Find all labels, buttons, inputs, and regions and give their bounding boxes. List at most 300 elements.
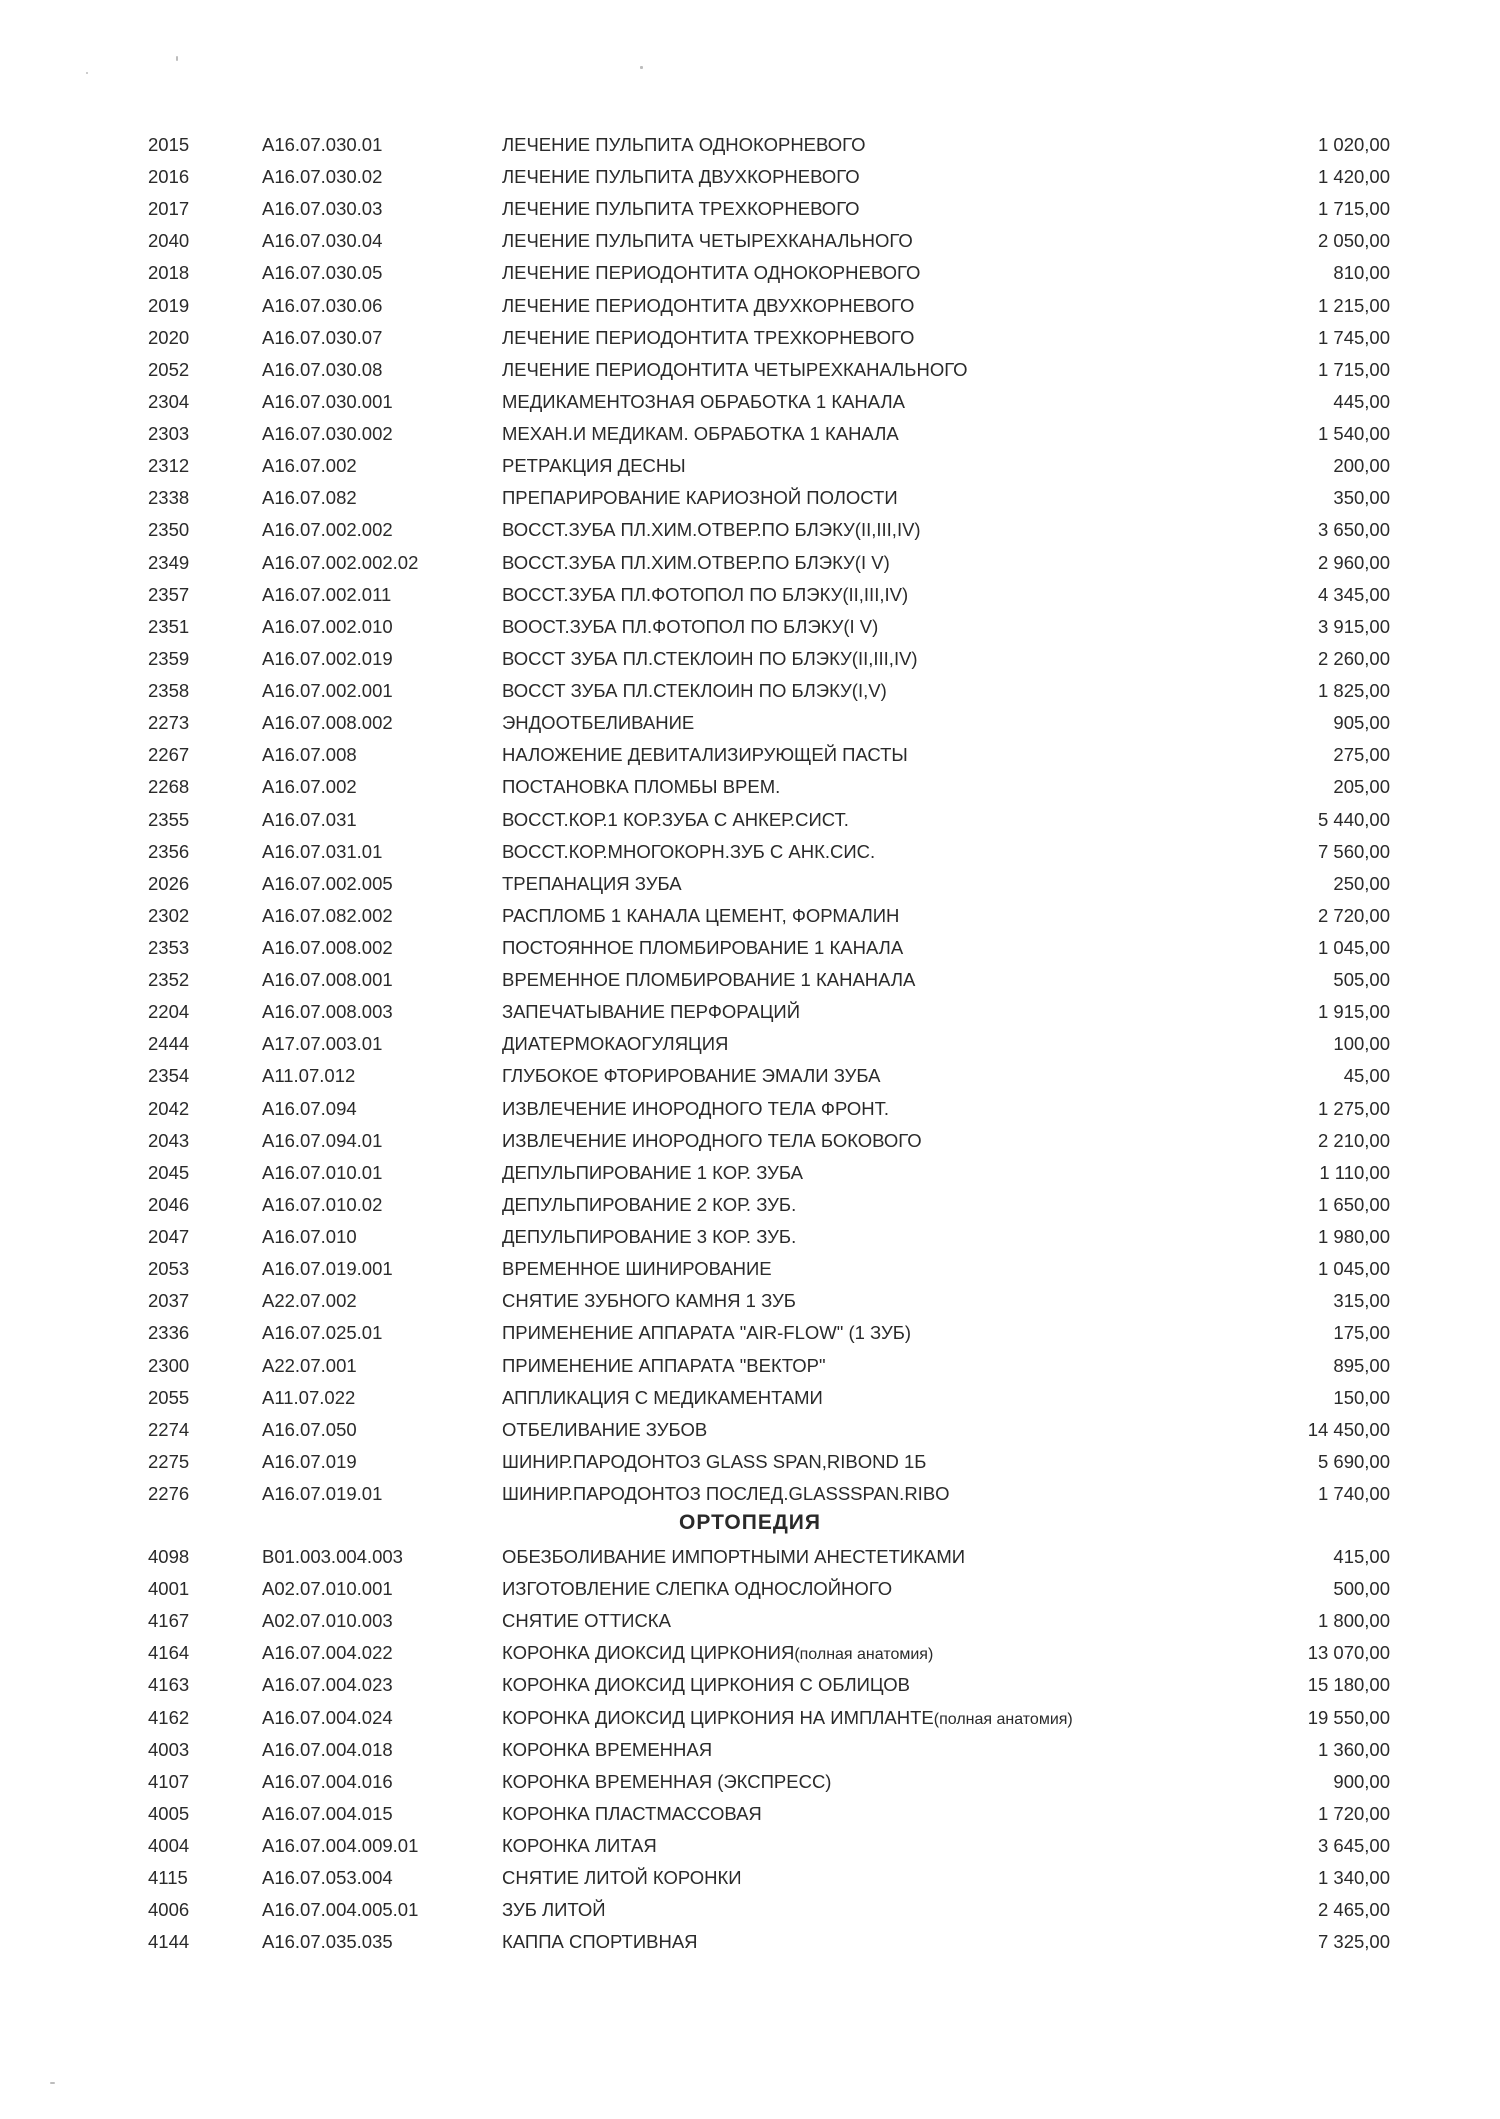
service-price: 2 050,00 — [1317, 230, 1390, 252]
service-id: 2055 — [148, 1386, 190, 1408]
service-name-text: ВОССТ.КОР.МНОГОКОРН.ЗУБ С АНК.СИС. — [502, 840, 876, 862]
service-price: 1 915,00 — [1317, 1001, 1390, 1023]
service-name-text: ВОССТ.ЗУБА ПЛ.ХИМ.ОТВЕР.ПО БЛЭКУ(II,III,IV) — [502, 519, 921, 541]
price-row — [0, 484, 1500, 512]
service-price: 500,00 — [1333, 1578, 1390, 1600]
service-price: 250,00 — [1333, 872, 1390, 894]
service-code: A16.07.035.035 — [262, 1931, 393, 1953]
service-name — [502, 356, 968, 384]
service-name-text: ЛЕЧЕНИЕ ПЕРИОДОНТИТА ЧЕТЫРЕХКАНАЛЬНОГО — [502, 358, 968, 380]
service-id: 2053 — [148, 1258, 190, 1280]
service-name — [502, 1768, 831, 1796]
service-code: A16.07.002.002 — [262, 519, 393, 541]
price-row — [0, 1864, 1500, 1892]
service-name — [502, 1384, 823, 1412]
service-name — [502, 806, 849, 834]
service-name — [502, 1062, 881, 1090]
service-id: 2042 — [148, 1097, 190, 1119]
service-code: A16.07.030.01 — [262, 134, 383, 155]
service-name-text: ПРИМЕНЕНИЕ АППАРАТА "ВЕКТОР" — [502, 1354, 826, 1376]
service-name-text: СНЯТИЕ ЛИТОЙ КОРОНКИ — [502, 1867, 742, 1888]
service-id: 2353 — [148, 937, 190, 958]
price-row — [0, 1255, 1500, 1283]
service-price: 1 745,00 — [1317, 326, 1390, 348]
service-name-text: КОРОНКА ВРЕМЕННАЯ — [502, 1738, 713, 1760]
service-code: A16.07.002.010 — [262, 615, 393, 637]
price-row — [0, 1127, 1500, 1155]
service-name-text: ВОССТ.КОР.1 КОР.ЗУБА С АНКЕР.СИСТ. — [502, 808, 849, 830]
service-price: 895,00 — [1333, 1354, 1390, 1376]
service-name — [502, 1255, 772, 1283]
price-row — [0, 259, 1500, 287]
service-name-text: ИЗВЛЕЧЕНИЕ ИНОРОДНОГО ТЕЛА БОКОВОГО — [502, 1129, 922, 1151]
price-row — [0, 645, 1500, 673]
service-name-text: КАППА СПОРТИВНАЯ — [502, 1931, 698, 1953]
service-code: A16.07.008.003 — [262, 1001, 393, 1023]
service-code: A16.07.008.001 — [262, 969, 393, 991]
service-price: 2 260,00 — [1317, 647, 1390, 669]
service-id: 2017 — [148, 198, 190, 220]
service-name — [502, 292, 914, 320]
service-code: A11.07.022 — [262, 1386, 356, 1408]
service-code: A16.07.030.08 — [262, 358, 383, 380]
service-code: A16.07.050 — [262, 1418, 357, 1440]
service-code: A16.07.002 — [262, 776, 357, 798]
service-price: 2 960,00 — [1317, 551, 1390, 573]
service-name-text: ДЕПУЛЬПИРОВАНИЕ 3 КОР. ЗУБ. — [502, 1226, 797, 1248]
service-name-text: ПОСТОЯННОЕ ПЛОМБИРОВАНИЕ 1 КАНАЛА — [502, 937, 904, 958]
service-name-text: КОРОНКА ВРЕМЕННАЯ (ЭКСПРЕСС) — [502, 1770, 832, 1792]
price-row — [0, 549, 1500, 577]
price-row — [0, 516, 1500, 544]
service-code: A16.07.082.002 — [262, 904, 393, 926]
service-code: A16.07.094.01 — [262, 1129, 383, 1151]
service-name-text: ПРЕПАРИРОВАНИЕ КАРИОЗНОЙ ПОЛОСТИ — [502, 487, 898, 509]
service-id: 2273 — [148, 712, 190, 734]
service-code: A16.07.030.04 — [262, 230, 383, 252]
price-row — [0, 1384, 1500, 1412]
service-code: A16.07.004.018 — [262, 1738, 393, 1760]
service-price: 1 715,00 — [1317, 198, 1390, 220]
service-id: 2040 — [148, 230, 190, 252]
service-price: 1 340,00 — [1317, 1867, 1390, 1888]
service-name-text: КОРОНКА ДИОКСИД ЦИРКОНИЯ С ОБЛИЦОВ — [502, 1674, 910, 1696]
price-row — [0, 1191, 1500, 1219]
service-name-text: ГЛУБОКОЕ ФТОРИРОВАНИЕ ЭМАЛИ ЗУБА — [502, 1065, 881, 1087]
service-name-text: ШИНИР.ПАРОДОНТОЗ ПОСЛЕД.GLASSSPAN.RIBO — [502, 1483, 950, 1505]
scan-speck — [640, 66, 643, 69]
price-row — [0, 1832, 1500, 1860]
service-id: 2020 — [148, 326, 190, 348]
price-row — [0, 998, 1500, 1026]
service-name-text: ВОССТ.ЗУБА ПЛ.ХИМ.ОТВЕР.ПО БЛЭКУ(I V) — [502, 551, 890, 573]
service-code: A16.07.030.07 — [262, 326, 383, 348]
service-code: A16.07.002.001 — [262, 680, 393, 702]
service-id: 4005 — [148, 1802, 190, 1824]
service-name-text: ЛЕЧЕНИЕ ПУЛЬПИТА ДВУХКОРНЕВОГО — [502, 166, 860, 188]
service-id: 4144 — [148, 1931, 190, 1953]
service-name-text: ИЗГОТОВЛЕНИЕ СЛЕПКА ОДНОСЛОЙНОГО — [502, 1578, 893, 1600]
service-price: 175,00 — [1333, 1322, 1390, 1344]
service-code: A16.07.002.019 — [262, 647, 393, 669]
service-code: A16.07.031.01 — [262, 840, 383, 862]
service-code: A16.07.004.009.01 — [262, 1834, 419, 1856]
service-name — [502, 1704, 1073, 1734]
service-name-text: ВРЕМЕННОЕ ПЛОМБИРОВАНИЕ 1 КАНАНАЛА — [502, 969, 916, 991]
service-price: 905,00 — [1333, 712, 1390, 734]
service-code: A16.07.082 — [262, 487, 357, 509]
service-name-note: (полная анатомия) — [794, 1646, 934, 1664]
service-code: A16.07.010.02 — [262, 1193, 383, 1215]
price-row — [0, 452, 1500, 480]
service-price: 7 325,00 — [1317, 1931, 1390, 1953]
scan-speck — [50, 2082, 55, 2084]
service-price: 1 360,00 — [1317, 1738, 1390, 1760]
service-name — [502, 195, 860, 223]
service-code: A16.07.019.01 — [262, 1483, 383, 1505]
service-code: A16.07.002.002.02 — [262, 551, 419, 573]
service-price: 7 560,00 — [1317, 840, 1390, 862]
service-name — [502, 1607, 671, 1635]
service-id: 2336 — [148, 1322, 190, 1344]
service-id: 4115 — [148, 1867, 188, 1888]
service-name-text: РЕТРАКЦИЯ ДЕСНЫ — [502, 455, 686, 477]
service-name — [502, 677, 887, 705]
service-code: A22.07.002 — [262, 1290, 357, 1312]
service-code: A16.07.004.015 — [262, 1802, 393, 1824]
service-code: A16.07.002 — [262, 455, 357, 477]
service-name-text: СНЯТИЕ ОТТИСКА — [502, 1610, 671, 1632]
service-price: 1 715,00 — [1317, 358, 1390, 380]
service-name — [502, 388, 905, 416]
service-id: 4164 — [148, 1642, 190, 1664]
price-row — [0, 870, 1500, 898]
price-row — [0, 1480, 1500, 1508]
service-price: 1 540,00 — [1317, 423, 1390, 445]
service-name — [502, 1864, 742, 1892]
price-row — [0, 420, 1500, 448]
service-code: A16.07.030.02 — [262, 166, 383, 188]
service-name — [502, 1191, 796, 1219]
service-name-text: ТРЕПАНАЦИЯ ЗУБА — [502, 872, 682, 894]
price-row — [0, 1159, 1500, 1187]
service-code: A16.07.004.024 — [262, 1706, 393, 1728]
service-code: A16.07.030.06 — [262, 294, 383, 316]
service-code: A16.07.004.022 — [262, 1642, 393, 1664]
service-price: 3 650,00 — [1317, 519, 1390, 541]
price-row — [0, 227, 1500, 255]
service-code: A16.07.004.023 — [262, 1674, 393, 1696]
price-row — [0, 292, 1500, 320]
service-price: 1 215,00 — [1317, 294, 1390, 316]
service-price: 505,00 — [1333, 969, 1390, 991]
service-name — [502, 1352, 826, 1380]
service-code: A16.07.004.005.01 — [262, 1899, 419, 1921]
service-name — [502, 1832, 657, 1860]
service-id: 2358 — [148, 680, 190, 702]
service-code: A16.07.008 — [262, 744, 357, 766]
service-name-text: ОБЕЗБОЛИВАНИЕ ИМПОРТНЫМИ АНЕСТЕТИКАМИ — [502, 1546, 966, 1567]
service-name — [502, 131, 866, 159]
service-id: 2274 — [148, 1418, 190, 1440]
service-name — [502, 1095, 889, 1123]
service-id: 2338 — [148, 487, 190, 509]
service-id: 4003 — [148, 1738, 190, 1760]
service-name — [502, 1639, 933, 1669]
service-name — [502, 934, 903, 962]
service-id: 2351 — [148, 615, 190, 637]
service-code: A16.07.010 — [262, 1226, 357, 1248]
service-id: 2304 — [148, 390, 190, 412]
service-name — [502, 1223, 796, 1251]
service-name — [502, 966, 915, 994]
scan-speck — [86, 72, 88, 74]
price-row — [0, 1736, 1500, 1764]
service-id: 2350 — [148, 519, 190, 541]
price-row — [0, 806, 1500, 834]
service-id: 2302 — [148, 904, 190, 926]
service-code: A16.07.008.002 — [262, 712, 393, 734]
service-name-text: ВОССТ ЗУБА ПЛ.СТЕКЛОИН ПО БЛЭКУ(II,III,IV) — [502, 647, 918, 669]
price-row — [0, 1223, 1500, 1251]
service-price: 4 345,00 — [1317, 583, 1390, 605]
price-row — [0, 709, 1500, 737]
service-price: 1 045,00 — [1317, 1258, 1390, 1280]
service-name-text: КОРОНКА ПЛАСТМАССОВАЯ — [502, 1802, 762, 1824]
service-id: 2349 — [148, 551, 190, 573]
service-price: 3 915,00 — [1317, 615, 1390, 637]
service-name — [502, 1448, 926, 1476]
service-name-text: ОТБЕЛИВАНИЕ ЗУБОВ — [502, 1418, 708, 1440]
service-id: 2047 — [148, 1226, 190, 1248]
service-id: 2300 — [148, 1354, 190, 1376]
service-id: 4107 — [148, 1770, 190, 1792]
service-id: 2267 — [148, 744, 190, 766]
service-code: A16.07.025.01 — [262, 1322, 383, 1344]
service-id: 2016 — [148, 166, 190, 188]
service-name-text: ЛЕЧЕНИЕ ПУЛЬПИТА ЧЕТЫРЕХКАНАЛЬНОГО — [502, 230, 913, 252]
price-row — [0, 1704, 1500, 1732]
service-name-text: МЕХАН.И МЕДИКАМ. ОБРАБОТКА 1 КАНАЛА — [502, 423, 899, 445]
service-code: A16.07.031 — [262, 808, 357, 830]
price-row — [0, 741, 1500, 769]
service-name — [502, 1671, 910, 1699]
price-row — [0, 356, 1500, 384]
price-row — [0, 613, 1500, 641]
service-name-text: АППЛИКАЦИЯ С МЕДИКАМЕНТАМИ — [502, 1386, 823, 1408]
service-id: 4162 — [148, 1706, 190, 1728]
service-name-text: ДЕПУЛЬПИРОВАНИЕ 2 КОР. ЗУБ. — [502, 1193, 797, 1215]
service-name-text: ВОССТ ЗУБА ПЛ.СТЕКЛОИН ПО БЛЭКУ(I,V) — [502, 680, 887, 702]
service-name — [502, 1800, 762, 1828]
scan-speck — [176, 56, 178, 61]
service-price: 5 690,00 — [1317, 1450, 1390, 1472]
service-name-text: КОРОНКА ЛИТАЯ — [502, 1834, 657, 1856]
service-name — [502, 838, 875, 866]
price-row — [0, 1543, 1500, 1571]
service-id: 2352 — [148, 969, 190, 991]
service-price: 2 465,00 — [1317, 1899, 1390, 1921]
service-name — [502, 516, 921, 544]
service-price: 1 825,00 — [1317, 680, 1390, 702]
service-name-text: ПОСТАНОВКА ПЛОМБЫ ВРЕМ. — [502, 776, 781, 798]
service-code: A16.07.030.05 — [262, 262, 383, 284]
service-id: 4098 — [148, 1546, 190, 1567]
service-price: 1 800,00 — [1317, 1610, 1390, 1632]
service-name-text: ВРЕМЕННОЕ ШИНИРОВАНИЕ — [502, 1258, 772, 1280]
service-id: 4006 — [148, 1899, 190, 1921]
service-code: A16.07.002.011 — [262, 583, 392, 605]
price-row — [0, 1607, 1500, 1635]
service-id: 2312 — [148, 455, 190, 477]
service-name — [502, 741, 908, 769]
service-name — [502, 227, 913, 255]
service-name — [502, 1159, 803, 1187]
service-name-text: РАСПЛОМБ 1 КАНАЛА ЦЕМЕНТ, ФОРМАЛИН — [502, 904, 900, 926]
service-name — [502, 1030, 728, 1058]
service-name — [502, 549, 890, 577]
service-code: A02.07.010.001 — [262, 1578, 393, 1600]
service-name-text: КОРОНКА ДИОКСИД ЦИРКОНИЯ НА ИМПЛАНТЕ — [502, 1706, 934, 1728]
service-code: A16.07.030.03 — [262, 198, 383, 220]
price-row — [0, 1448, 1500, 1476]
service-id: 2268 — [148, 776, 190, 798]
service-price: 100,00 — [1333, 1033, 1390, 1055]
service-code: A16.07.030.001 — [262, 390, 393, 412]
service-name — [502, 1575, 892, 1603]
service-name-text: ДИАТЕРМОКАОГУЛЯЦИЯ — [502, 1033, 729, 1055]
service-id: 2359 — [148, 647, 190, 669]
service-code: A16.07.004.016 — [262, 1770, 393, 1792]
service-price: 445,00 — [1333, 390, 1390, 412]
service-code: A16.07.002.005 — [262, 872, 393, 894]
price-row — [0, 1928, 1500, 1956]
price-row — [0, 131, 1500, 159]
service-name — [502, 1287, 796, 1315]
service-id: 4004 — [148, 1834, 190, 1856]
service-name-text: ШИНИР.ПАРОДОНТОЗ GLASS SPAN,RIBOND 1Б — [502, 1450, 927, 1472]
service-id: 4167 — [148, 1610, 190, 1632]
service-price: 275,00 — [1333, 744, 1390, 766]
service-name — [502, 1416, 707, 1444]
service-name-text: ВООСТ.ЗУБА ПЛ.ФОТОПОЛ ПО БЛЭКУ(I V) — [502, 615, 879, 637]
service-name-text: НАЛОЖЕНИЕ ДЕВИТАЛИЗИРУЮЩЕЙ ПАСТЫ — [502, 744, 908, 766]
price-row — [0, 1287, 1500, 1315]
service-name-text: ЛЕЧЕНИЕ ПУЛЬПИТА ОДНОКОРНЕВОГО — [502, 134, 866, 155]
section-title-orthopedics: ОРТОПЕДИЯ — [679, 1511, 821, 1534]
service-price: 1 110,00 — [1319, 1161, 1390, 1183]
service-name-text: МЕДИКАМЕНТОЗНАЯ ОБРАБОТКА 1 КАНАЛА — [502, 390, 906, 412]
service-id: 4163 — [148, 1674, 190, 1696]
price-row — [0, 1800, 1500, 1828]
service-price: 350,00 — [1333, 487, 1390, 509]
service-name — [502, 902, 899, 930]
service-name-text: КОРОНКА ДИОКСИД ЦИРКОНИЯ — [502, 1642, 795, 1664]
price-row — [0, 677, 1500, 705]
service-name-text: ДЕПУЛЬПИРОВАНИЕ 1 КОР. ЗУБА — [502, 1161, 804, 1183]
price-row — [0, 388, 1500, 416]
service-price: 45,00 — [1343, 1065, 1390, 1087]
service-code: A16.07.008.002 — [262, 937, 393, 958]
service-price: 205,00 — [1333, 776, 1390, 798]
service-code: A16.07.019.001 — [262, 1258, 393, 1280]
service-price: 1 045,00 — [1317, 937, 1390, 958]
service-name — [502, 998, 800, 1026]
service-id: 2204 — [148, 1001, 190, 1023]
service-price: 15 180,00 — [1307, 1674, 1390, 1696]
service-name — [502, 581, 908, 609]
service-id: 2043 — [148, 1129, 190, 1151]
service-name — [502, 1928, 698, 1956]
service-name — [502, 773, 780, 801]
service-id: 2019 — [148, 294, 190, 316]
service-name — [502, 324, 914, 352]
service-id: 2052 — [148, 358, 190, 380]
service-code: A22.07.001 — [262, 1354, 357, 1376]
price-row — [0, 581, 1500, 609]
service-name — [502, 1543, 965, 1571]
service-name — [502, 163, 860, 191]
service-id: 2276 — [148, 1483, 190, 1505]
service-id: 2045 — [148, 1161, 190, 1183]
service-name-text: ЛЕЧЕНИЕ ПУЛЬПИТА ТРЕХКОРНЕВОГО — [502, 198, 860, 220]
service-price: 3 645,00 — [1317, 1834, 1390, 1856]
price-row — [0, 966, 1500, 994]
service-id: 2026 — [148, 872, 190, 894]
service-name — [502, 613, 878, 641]
service-price: 19 550,00 — [1307, 1706, 1390, 1728]
service-price: 13 070,00 — [1307, 1642, 1390, 1664]
price-row — [0, 1062, 1500, 1090]
price-row — [0, 773, 1500, 801]
service-id: 2015 — [148, 134, 190, 155]
service-code: A16.07.053.004 — [262, 1867, 393, 1888]
price-row — [0, 838, 1500, 866]
service-name-text: ЛЕЧЕНИЕ ПЕРИОДОНТИТА ТРЕХКОРНЕВОГО — [502, 326, 915, 348]
service-code: A02.07.010.003 — [262, 1610, 393, 1632]
service-name — [502, 1896, 606, 1924]
service-id: 2355 — [148, 808, 190, 830]
service-id: 2275 — [148, 1450, 190, 1472]
price-row — [0, 1416, 1500, 1444]
service-code: A17.07.003.01 — [262, 1033, 383, 1055]
price-row — [0, 1575, 1500, 1603]
service-name-text: ПРИМЕНЕНИЕ АППАРАТА "AIR-FLOW" (1 ЗУБ) — [502, 1322, 912, 1344]
service-name-text: ЗУБ ЛИТОЙ — [502, 1899, 606, 1921]
service-code: A16.07.030.002 — [262, 423, 393, 445]
service-price: 415,00 — [1333, 1546, 1390, 1567]
service-id: 2303 — [148, 423, 190, 445]
price-row — [0, 1352, 1500, 1380]
price-row — [0, 1896, 1500, 1924]
service-name — [502, 1480, 950, 1508]
service-price: 900,00 — [1333, 1770, 1390, 1792]
service-price: 14 450,00 — [1307, 1418, 1390, 1440]
service-price: 1 720,00 — [1317, 1802, 1390, 1824]
price-row — [0, 195, 1500, 223]
service-name-note: (полная анатомия) — [933, 1710, 1073, 1728]
price-row — [0, 1030, 1500, 1058]
service-name-text: СНЯТИЕ ЗУБНОГО КАМНЯ 1 ЗУБ — [502, 1290, 796, 1312]
service-code: A16.07.094 — [262, 1097, 357, 1119]
price-row — [0, 1319, 1500, 1347]
service-price: 1 420,00 — [1317, 166, 1390, 188]
service-price: 2 210,00 — [1317, 1129, 1390, 1151]
service-name-text: ИЗВЛЕЧЕНИЕ ИНОРОДНОГО ТЕЛА ФРОНТ. — [502, 1097, 890, 1119]
service-id: 2356 — [148, 840, 190, 862]
service-price: 5 440,00 — [1317, 808, 1390, 830]
price-row — [0, 1768, 1500, 1796]
